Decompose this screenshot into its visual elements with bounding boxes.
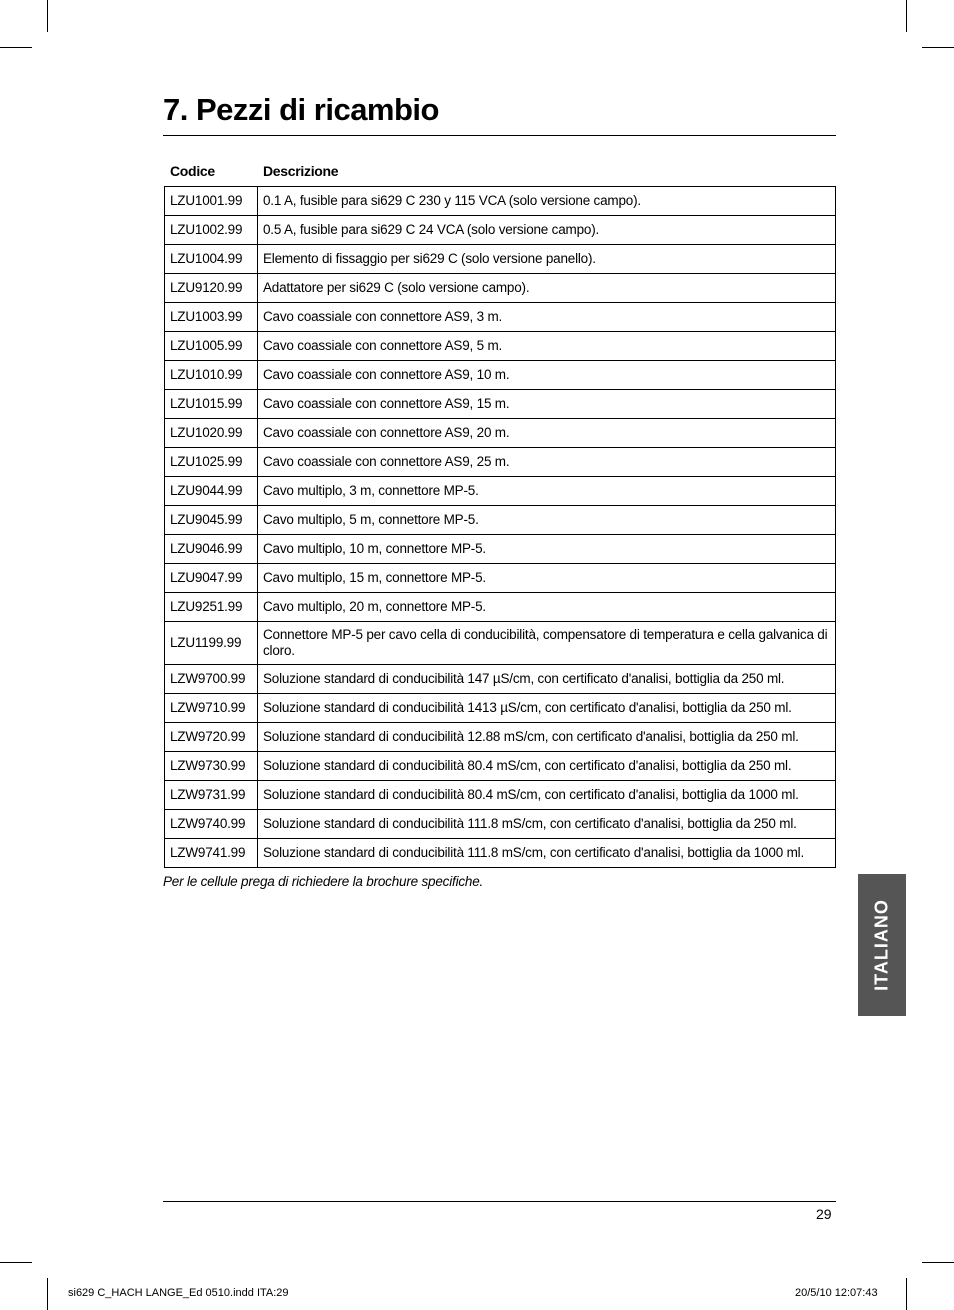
table-row [165, 390, 836, 419]
part-code: LZW9740.99 [165, 810, 258, 839]
part-code: LZW9741.99 [165, 839, 258, 868]
part-description: Cavo multiplo, 15 m, connettore MP-5. [258, 564, 836, 593]
part-code: LZU9044.99 [165, 477, 258, 506]
part-description: Cavo multiplo, 5 m, connettore MP-5. [258, 506, 836, 535]
table-row [165, 187, 836, 216]
table-row [165, 448, 836, 477]
part-description: Soluzione standard di conducibilità 80.4 mS/cm, con certificato d'analisi, bottiglia da 1000 ml. [258, 781, 836, 810]
part-code: LZU1001.99 [165, 187, 258, 216]
footer-rule [163, 1201, 836, 1202]
table-row [165, 477, 836, 506]
part-code: LZW9730.99 [165, 752, 258, 781]
crop-mark-bottom-left-h [0, 1262, 32, 1263]
part-code: LZU1004.99 [165, 245, 258, 274]
table-row [165, 419, 836, 448]
column-header-description: Descrizione [263, 163, 339, 179]
table-row [165, 723, 836, 752]
part-description: Cavo multiplo, 20 m, connettore MP-5. [258, 593, 836, 622]
part-description: Cavo multiplo, 3 m, connettore MP-5. [258, 477, 836, 506]
footnote: Per le cellule prega di richiedere la brochure specifiche. [163, 874, 484, 889]
part-code: LZU9045.99 [165, 506, 258, 535]
part-description: Cavo coassiale con connettore AS9, 15 m. [258, 390, 836, 419]
part-description: Soluzione standard di conducibilità 80.4 mS/cm, con certificato d'analisi, bottiglia da 250 ml. [258, 752, 836, 781]
language-tab [858, 874, 906, 1016]
title-rule [163, 135, 836, 136]
crop-mark-bottom-right-v [906, 1278, 907, 1310]
table-row [165, 622, 836, 665]
part-description: Soluzione standard di conducibilità 111.8 mS/cm, con certificato d'analisi, bottiglia da 250 ml. [258, 810, 836, 839]
column-header-code: Codice [170, 163, 215, 179]
table-row [165, 245, 836, 274]
part-code: LZW9720.99 [165, 723, 258, 752]
part-code: LZU1005.99 [165, 332, 258, 361]
part-description: 0.1 A, fusible para si629 C 230 y 115 VCA (solo versione campo). [258, 187, 836, 216]
part-code: LZU1015.99 [165, 390, 258, 419]
part-code: LZW9710.99 [165, 694, 258, 723]
print-slug-file: si629 C_HACH LANGE_Ed 0510.indd ITA:29 [68, 1287, 289, 1299]
part-description: Soluzione standard di conducibilità 12.88 mS/cm, con certificato d'analisi, bottiglia da 250 ml. [258, 723, 836, 752]
table-row [165, 361, 836, 390]
language-tab-label: ITALIANO [871, 899, 892, 991]
table-row [165, 694, 836, 723]
part-code: LZU1002.99 [165, 216, 258, 245]
table-row [165, 781, 836, 810]
part-code: LZU9251.99 [165, 593, 258, 622]
table-row [165, 810, 836, 839]
part-description: Cavo coassiale con connettore AS9, 3 m. [258, 303, 836, 332]
print-slug-date: 20/5/10 12:07:43 [795, 1287, 878, 1299]
table-row [165, 216, 836, 245]
crop-mark-bottom-left-v [47, 1278, 48, 1310]
spare-parts-table [164, 186, 836, 868]
part-description: Elemento di fissaggio per si629 C (solo versione panello). [258, 245, 836, 274]
part-code: LZU1010.99 [165, 361, 258, 390]
table-row [165, 593, 836, 622]
part-description: Connettore MP-5 per cavo cella di conducibilità, compensatore di temperatura e cella galvanica di cloro. [258, 622, 836, 665]
table-row [165, 839, 836, 868]
part-code: LZU1199.99 [165, 622, 258, 665]
table-row [165, 752, 836, 781]
part-description: Cavo multiplo, 10 m, connettore MP-5. [258, 535, 836, 564]
page-title: 7. Pezzi di ricambio [163, 92, 439, 127]
part-description: Cavo coassiale con connettore AS9, 20 m. [258, 419, 836, 448]
part-description: Soluzione standard di conducibilità 147 µS/cm, con certificato d'analisi, bottiglia da 250 ml. [258, 665, 836, 694]
crop-mark-top-left-h [0, 47, 32, 48]
part-code: LZU9120.99 [165, 274, 258, 303]
part-code: LZW9731.99 [165, 781, 258, 810]
table-row [165, 332, 836, 361]
table-row [165, 535, 836, 564]
table-row [165, 303, 836, 332]
table-row [165, 506, 836, 535]
table-row [165, 665, 836, 694]
part-code: LZU1020.99 [165, 419, 258, 448]
part-description: Cavo coassiale con connettore AS9, 10 m. [258, 361, 836, 390]
crop-mark-bottom-right-h [922, 1262, 954, 1263]
crop-mark-top-left-v [47, 0, 48, 32]
crop-mark-top-right-h [922, 47, 954, 48]
part-description: Soluzione standard di conducibilità 1413 µS/cm, con certificato d'analisi, bottiglia da 250 ml. [258, 694, 836, 723]
part-description: 0.5 A, fusible para si629 C 24 VCA (solo versione campo). [258, 216, 836, 245]
table-row [165, 274, 836, 303]
part-description: Cavo coassiale con connettore AS9, 25 m. [258, 448, 836, 477]
part-code: LZU1003.99 [165, 303, 258, 332]
part-code: LZU9046.99 [165, 535, 258, 564]
part-description: Soluzione standard di conducibilità 111.8 mS/cm, con certificato d'analisi, bottiglia da 1000 ml. [258, 839, 836, 868]
part-code: LZW9700.99 [165, 665, 258, 694]
table-row [165, 564, 836, 593]
part-description: Cavo coassiale con connettore AS9, 5 m. [258, 332, 836, 361]
page-number: 29 [816, 1206, 832, 1222]
part-code: LZU1025.99 [165, 448, 258, 477]
part-code: LZU9047.99 [165, 564, 258, 593]
crop-mark-top-right-v [906, 0, 907, 32]
part-description: Adattatore per si629 C (solo versione campo). [258, 274, 836, 303]
spare-parts-table-body [165, 187, 836, 868]
